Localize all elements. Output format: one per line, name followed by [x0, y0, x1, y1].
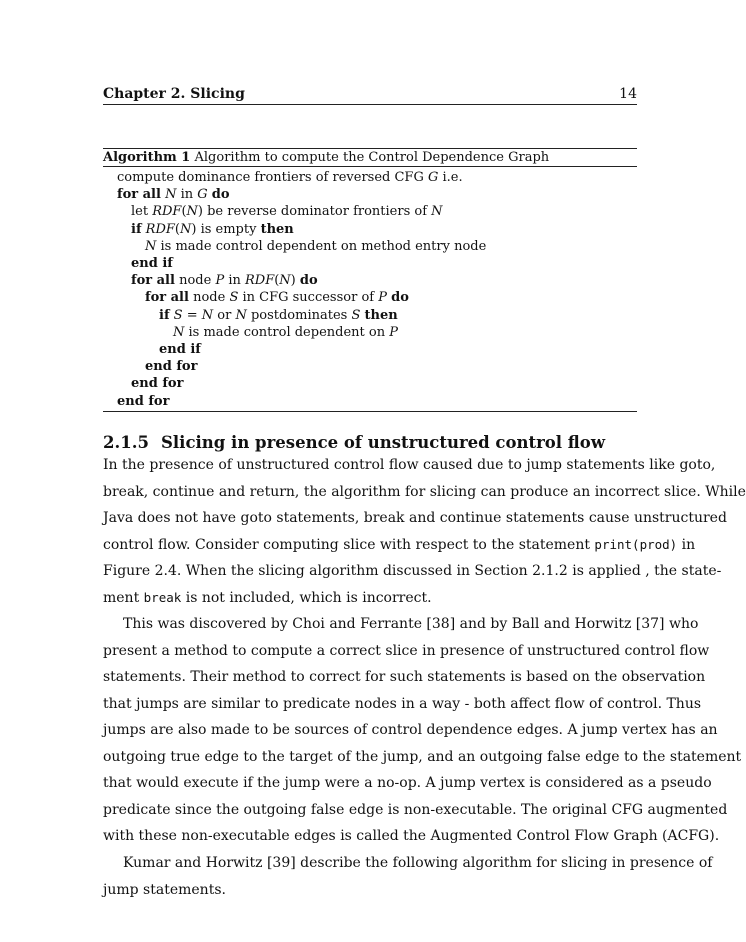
paragraph-2 — [103, 611, 742, 850]
text-line — [103, 877, 637, 904]
text-run: is made control dependent on — [184, 324, 390, 340]
text-run: node — [188, 290, 230, 306]
keyword: end if — [159, 342, 201, 357]
math-symbol: G — [197, 187, 208, 203]
keyword: end for — [117, 393, 170, 409]
math-symbol: N — [431, 204, 443, 220]
text-line — [103, 585, 637, 612]
text-run: statements. Their method to correct for such statements is based on the observation — [103, 669, 706, 685]
text-line — [103, 691, 702, 718]
text-run: ) be reverse dominator frontiers of — [197, 204, 432, 220]
text-run: ) — [290, 273, 300, 289]
keyword: then — [260, 221, 294, 237]
math-symbol: N — [235, 307, 247, 323]
math-symbol: N — [165, 187, 177, 203]
text-run: ( — [274, 273, 280, 289]
algorithm-line — [117, 393, 169, 410]
text-run: in — [224, 273, 245, 289]
paragraph-1 — [103, 452, 746, 611]
text-line — [103, 532, 696, 559]
text-line — [103, 664, 706, 691]
text-run: control flow. Consider computing slice with respect to the statement — [103, 536, 595, 553]
text-line — [103, 452, 716, 479]
text-run: In the presence of unstructured control flow caused due to jump statements like goto, — [103, 457, 716, 473]
algorithm-line — [131, 221, 294, 238]
text-run: Figure 2.4. When the slicing algorithm discussed in Section 2.1.2 is applied , the state- — [103, 563, 722, 579]
section-title: Slicing in presence of unstructured control flow — [161, 433, 606, 452]
keyword: then — [364, 307, 398, 323]
text-line — [103, 823, 720, 850]
math-symbol: P — [215, 273, 225, 289]
text-run: ( — [174, 221, 180, 237]
keyword: do — [299, 273, 318, 289]
text-line — [103, 850, 713, 877]
text-run: outgoing true edge to the target of the jump, and an outgoing false edge to the statement — [103, 748, 742, 765]
math-symbol: N — [179, 221, 192, 237]
algorithm-caption — [103, 149, 637, 167]
algorithm-line — [145, 238, 486, 255]
text-run: is made control dependent on method entry node — [156, 238, 487, 254]
math-symbol: N — [279, 273, 291, 289]
keyword: if — [131, 221, 142, 237]
text-run: Java does not have goto statements, break and continue statements cause unstructured — [103, 510, 727, 526]
section-heading — [103, 433, 605, 452]
text-run: in CFG successor of — [238, 290, 379, 306]
algorithm-line — [117, 186, 230, 203]
math-symbol: S — [229, 290, 239, 306]
algorithm-line — [145, 289, 409, 306]
text-run: let — [131, 204, 153, 220]
text-run: compute dominance frontiers of reversed CFG — [117, 170, 428, 185]
algorithm-line — [145, 358, 197, 375]
text-run: This was discovered by Choi and Ferrante [38] and by Ball and Horwitz [37] who — [123, 616, 699, 632]
keyword: do — [211, 187, 230, 203]
keyword: end if — [131, 256, 173, 271]
text-run: = — [182, 307, 202, 323]
keyword: for all — [131, 273, 175, 289]
text-run: in — [677, 536, 696, 553]
math-symbol: P — [389, 324, 398, 340]
text-line — [103, 479, 746, 506]
paragraph-3 — [103, 850, 713, 903]
section-number: 2.1.5 — [103, 433, 149, 452]
text-line — [103, 638, 710, 665]
text-run: that would execute if the jump were a no-op. A jump vertex is considered as a pseudo — [103, 775, 712, 791]
keyword: do — [391, 290, 409, 306]
text-run: with these non-executable edges is called the Augmented Control Flow Graph (ACFG). — [103, 828, 720, 844]
text-run: predicate since the outgoing false edge is non-executable. The original CFG augmented — [103, 801, 728, 818]
math-symbol: RDF — [152, 204, 182, 220]
math-symbol: RDF — [244, 273, 275, 289]
algorithm-line — [173, 324, 398, 341]
text-run: ) is empty — [191, 221, 261, 237]
page-number: 14 — [619, 86, 637, 102]
text-run: or — [213, 307, 236, 323]
math-symbol: N — [145, 238, 157, 254]
text-run: node — [174, 273, 216, 289]
text-line — [103, 797, 728, 824]
inline-code: break — [143, 589, 182, 605]
text-run: ment — [103, 589, 144, 606]
text-run: jump statements. — [103, 881, 226, 898]
text-run: postdominates — [246, 307, 352, 323]
math-symbol: N — [201, 307, 214, 323]
text-run: that jumps are similar to predicate nodes in a way - both affect flow of control. Thus — [103, 695, 702, 712]
text-run: i.e. — [438, 170, 463, 185]
math-symbol: RDF — [145, 221, 175, 237]
algorithm-caption-text: Algorithm to compute the Control Dependence Graph — [194, 150, 550, 165]
text-line — [103, 505, 727, 532]
inline-code: print(prod) — [594, 536, 678, 552]
text-line — [103, 744, 742, 771]
text-line — [103, 558, 722, 585]
keyword: if — [159, 307, 170, 323]
algorithm-box — [103, 148, 637, 412]
text-run: break, continue and return, the algorithm for slicing can produce an incorrect slice. While — [103, 483, 746, 500]
keyword: for all — [145, 290, 189, 306]
text-line — [103, 717, 718, 744]
math-symbol: S — [173, 307, 183, 323]
algorithm-label: Algorithm 1 — [103, 150, 191, 165]
algorithm-line — [159, 341, 201, 358]
math-symbol: N — [186, 204, 198, 220]
text-run: jumps are also made to be sources of control dependence edges. A jump vertex has an — [103, 722, 718, 738]
text-line — [103, 611, 699, 638]
text-run: in — [176, 187, 198, 203]
math-symbol: P — [378, 290, 387, 306]
page-header — [103, 86, 637, 105]
text-run: ( — [181, 204, 187, 220]
keyword: end for — [131, 376, 184, 392]
algorithm-line — [131, 375, 183, 392]
algorithm-line — [117, 169, 463, 186]
algorithm-line — [131, 255, 173, 272]
math-symbol: S — [351, 307, 361, 323]
chapter-title: Chapter 2. Slicing — [103, 86, 245, 102]
text-run: Kumar and Horwitz [39] describe the following algorithm for slicing in presence of — [123, 855, 713, 871]
math-symbol: N — [173, 324, 185, 340]
algorithm-line — [159, 307, 398, 324]
text-line — [103, 770, 712, 797]
keyword: end for — [145, 359, 198, 375]
keyword: for all — [117, 187, 161, 203]
text-run: present a method to compute a correct slice in presence of unstructured control flow — [103, 642, 710, 659]
algorithm-line — [131, 203, 443, 220]
text-run: is not included, which is incorrect. — [181, 589, 432, 606]
math-symbol: G — [427, 170, 439, 185]
algorithm-line — [131, 272, 318, 289]
